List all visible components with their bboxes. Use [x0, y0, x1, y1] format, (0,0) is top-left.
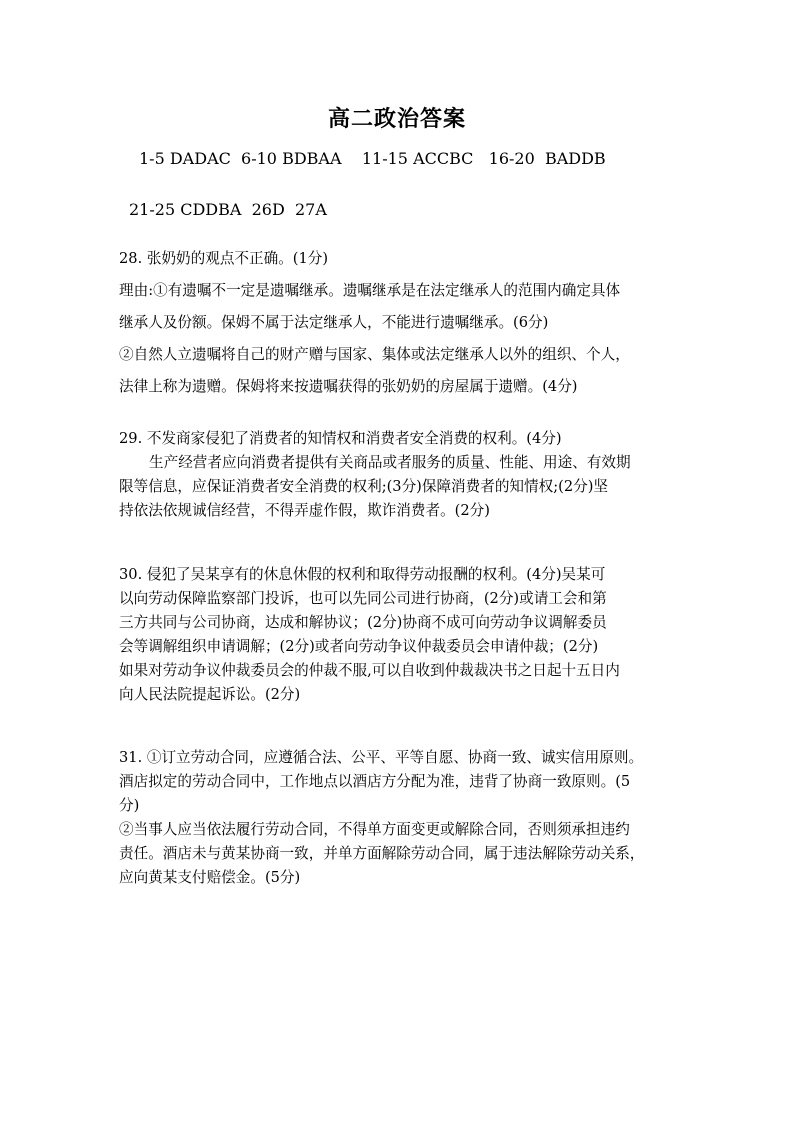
paragraph-line: ②当事人应当依法履行劳动合同，不得单方面变更或解除合同，否则须承担违约: [119, 821, 630, 838]
question-29-answer: [119, 427, 689, 523]
paragraph-line: 法律上称为遗赠。保姆将来按遗嘱获得的张奶奶的房屋属于遗赠。(4分): [119, 378, 578, 395]
paragraph-line: 应向黄某支付赔偿金。(5分): [119, 869, 301, 886]
paragraph-line: 29. 不发商家侵犯了消费者的知情权和消费者安全消费的权利。(4分): [119, 430, 562, 447]
multiple-choice-answers-line-1: 1-5 DADAC 6-10 BDBAA 11-15 ACCBC 16-20 BADDB: [139, 149, 606, 168]
paragraph-line: 如果对劳动争议仲裁委员会的仲裁不服,可以自收到仲裁裁决书之日起十五日内: [119, 662, 620, 679]
paragraph-line: 酒店拟定的劳动合同中，工作地点以酒店方分配为准，违背了协商一致原则。(5: [119, 773, 631, 790]
multiple-choice-answers-line-2: 21-25 CDDBA 26D 27A: [129, 200, 327, 219]
paragraph-line: ②自然人立遗嘱将自己的财产赠与国家、集体或法定继承人以外的组织、个人，: [119, 346, 630, 363]
paragraph-line: 三方共同与公司协商，达成和解协议；(2分)协商不成可向劳动争议调解委员: [119, 614, 607, 631]
question-31-answer: [119, 746, 689, 890]
paragraph-line: 生产经营者应向消费者提供有关商品或者服务的质量、性能、用途、有效期: [149, 454, 631, 471]
paragraph-line: 责任。酒店未与黄某协商一致，并单方面解除劳动合同，属于违法解除劳动关系，: [119, 845, 645, 862]
paragraph-line: 31. ①订立劳动合同，应遵循合法、公平、平等自愿、协商一致、诚实信用原则。: [119, 749, 644, 766]
page-title: 高二政治答案: [327, 106, 466, 132]
paragraph-line: 向人民法院提起诉讼。(2分): [119, 686, 301, 703]
paragraph-line: 限等信息，应保证消费者安全消费的权利;(3分)保障消费者的知情权;(2分)坚: [119, 478, 608, 495]
paragraph-line: 理由:①有遗嘱不一定是遗嘱继承。遗嘱继承是在法定继承人的范围内确定具体: [119, 282, 621, 299]
question-28-answer: [119, 243, 689, 403]
question-30-answer: [119, 563, 689, 707]
paragraph-line: 继承人及份额。保姆不属于法定继承人，不能进行遗嘱继承。(6分): [119, 314, 549, 331]
paragraph-line: 持依法依规诚信经营，不得弄虚作假，欺诈消费者。(2分): [119, 502, 490, 519]
paragraph-line: 30. 侵犯了吴某享有的休息休假的权利和取得劳动报酬的权利。(4分)吴某可: [119, 566, 606, 583]
paragraph-line: 分): [119, 797, 140, 814]
paragraph-line: 28. 张奶奶的观点不正确。(1分): [119, 250, 329, 267]
paragraph-line: 会等调解组织申请调解；(2分)或者向劳动争议仲裁委员会申请仲裁；(2分): [119, 638, 599, 655]
paragraph-line: 以向劳动保障监察部门投诉，也可以先同公司进行协商，(2分)或请工会和第: [119, 590, 607, 607]
